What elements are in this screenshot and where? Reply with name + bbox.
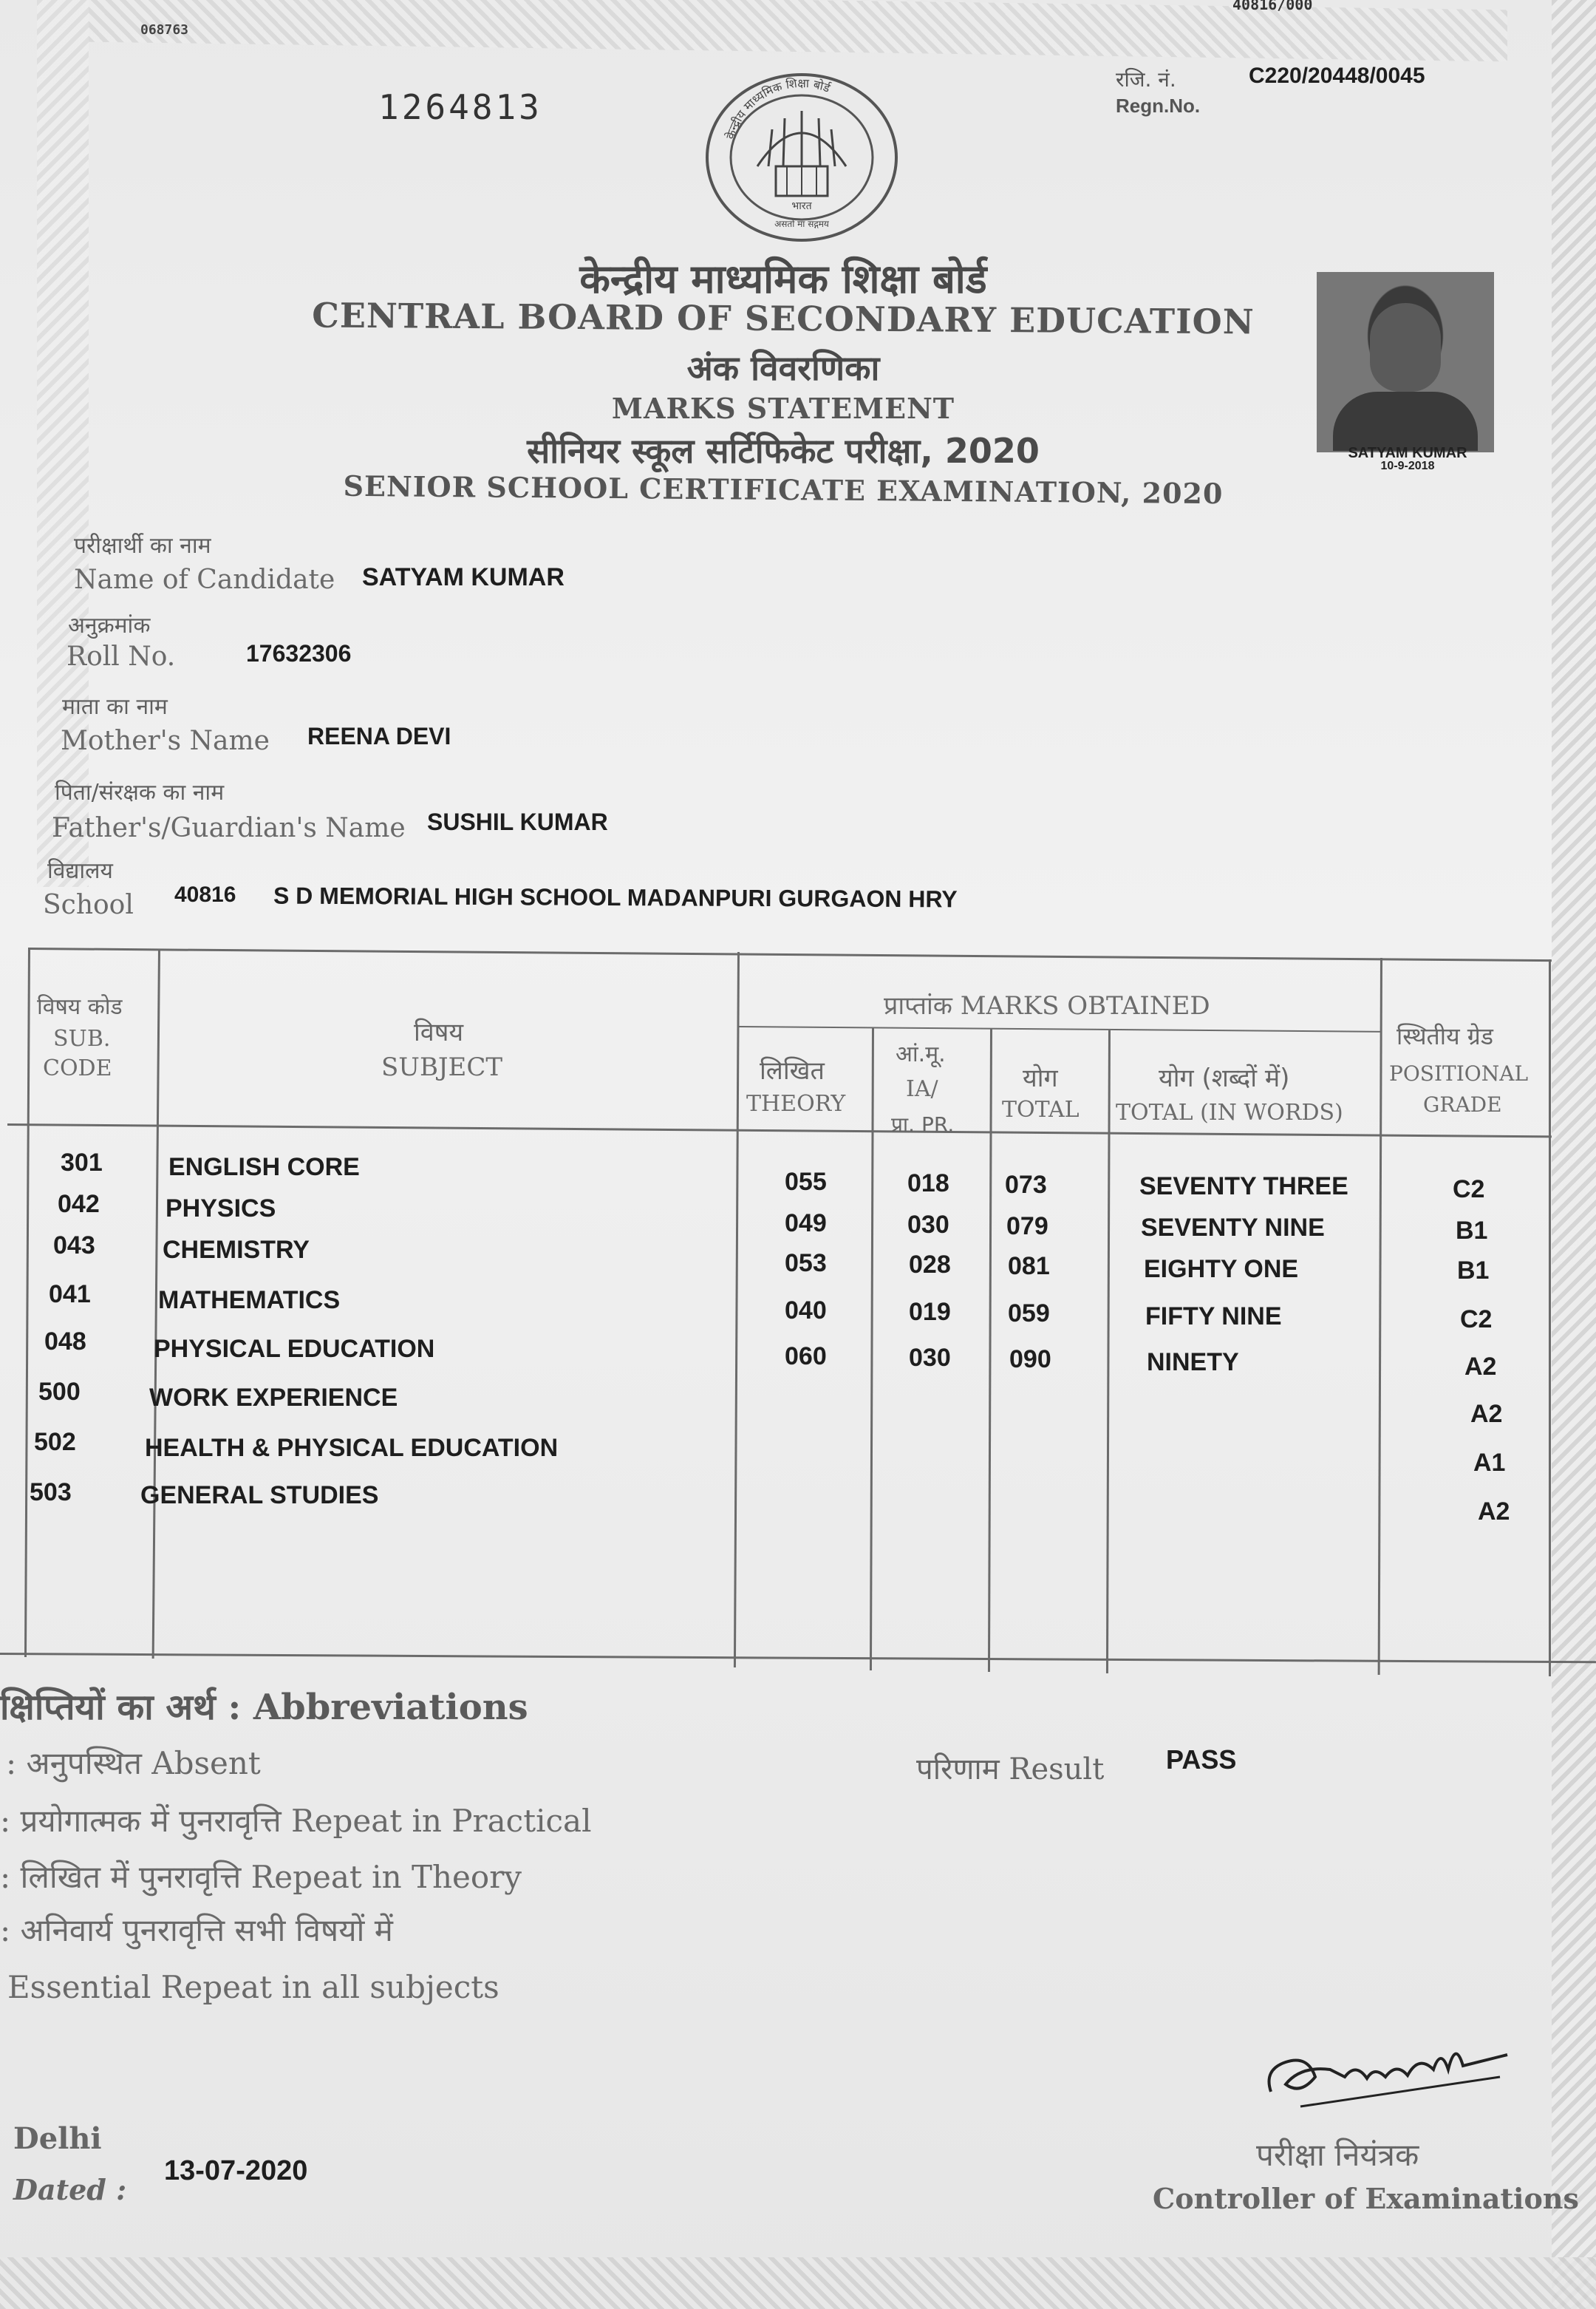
header-ia-hindi: आं.मू. bbox=[896, 1041, 946, 1067]
header-code-hindi: विषय कोड bbox=[37, 994, 123, 1020]
seal-text-bottom: असतो मा सद्गमय bbox=[774, 219, 829, 229]
ia-marks: 019 bbox=[909, 1298, 951, 1326]
total-in-words: EIGHTY ONE bbox=[1144, 1255, 1299, 1283]
positional-grade: C2 bbox=[1460, 1305, 1493, 1333]
candidate-photo bbox=[1317, 272, 1494, 452]
svg-text:केन्द्रीय माध्यमिक शिक्षा बोर् bbox=[723, 76, 833, 141]
header-grade-en2: GRADE bbox=[1423, 1092, 1502, 1117]
subject-code: 301 bbox=[61, 1149, 103, 1177]
statement-title-english: MARKS STATEMENT bbox=[611, 392, 955, 425]
father-label: Father's/Guardian's Name bbox=[52, 813, 406, 843]
controller-title: Controller of Examinations bbox=[1153, 2182, 1579, 2215]
regn-label-hindi: रजि. नं. bbox=[1116, 67, 1176, 92]
total-marks: 081 bbox=[1008, 1252, 1050, 1280]
statement-title-hindi: अंक विवरणिका bbox=[686, 348, 880, 388]
dated-label: Dated : bbox=[13, 2173, 127, 2206]
subject-code: 048 bbox=[44, 1327, 86, 1356]
subject-code: 043 bbox=[53, 1231, 95, 1259]
subject-code: 500 bbox=[38, 1378, 81, 1406]
issue-date: 13-07-2020 bbox=[164, 2155, 308, 2186]
header-grade-hindi: स्थितीय ग्रेड bbox=[1396, 1022, 1493, 1050]
header-subject-hindi: विषय bbox=[414, 1018, 464, 1047]
father-name: SUSHIL KUMAR bbox=[427, 809, 608, 835]
subject-code: 041 bbox=[49, 1280, 91, 1308]
header-total-hindi: योग bbox=[1023, 1064, 1058, 1093]
abbreviation-essential-repeat: Essential Repeat in all subjects bbox=[7, 1969, 499, 2005]
controller-title-hindi: परीक्षा नियंत्रक bbox=[1256, 2137, 1419, 2173]
header-pr: प्रा. PR. bbox=[891, 1112, 955, 1137]
total-in-words: FIFTY NINE bbox=[1145, 1302, 1282, 1330]
header-ia: IA/ bbox=[906, 1076, 938, 1102]
ia-marks: 030 bbox=[907, 1211, 949, 1239]
header-code-en2: CODE bbox=[43, 1055, 112, 1081]
mother-label-hindi: माता का नाम bbox=[62, 694, 168, 720]
ia-marks: 028 bbox=[909, 1251, 951, 1279]
school-name: S D MEMORIAL HIGH SCHOOL MADANPURI GURGAON HRY bbox=[273, 882, 958, 913]
mother-label: Mother's Name bbox=[61, 726, 270, 756]
photo-caption-name: SATYAM KUMAR bbox=[1348, 445, 1467, 461]
cbse-seal-logo bbox=[702, 70, 901, 248]
positional-grade: A1 bbox=[1473, 1449, 1506, 1477]
theory-marks: 053 bbox=[785, 1249, 827, 1277]
candidate-name: SATYAM KUMAR bbox=[362, 563, 565, 591]
theory-marks: 049 bbox=[785, 1209, 827, 1237]
header-total: TOTAL bbox=[1002, 1097, 1080, 1123]
seal-text-mid: भारत bbox=[791, 200, 812, 212]
header-subject: SUBJECT bbox=[381, 1053, 503, 1082]
controller-signature bbox=[1256, 2025, 1522, 2121]
header-words-hindi: योग (शब्दों में) bbox=[1159, 1064, 1290, 1093]
serial-number-top-right: 40816/000 bbox=[1232, 0, 1313, 13]
decorative-border-bottom bbox=[0, 2257, 1596, 2309]
school-label: School bbox=[43, 890, 134, 920]
header-marks-obtained: प्राप्तांक MARKS OBTAINED bbox=[884, 991, 1210, 1021]
subject-code: 503 bbox=[30, 1478, 72, 1506]
abbreviation-repeat-practical: : प्रयोगात्मक में पुनरावृत्ति Repeat in Practical bbox=[0, 1803, 592, 1839]
board-title-english: CENTRAL BOARD OF SECONDARY EDUCATION bbox=[312, 295, 1255, 342]
school-label-hindi: विद्यालय bbox=[47, 858, 113, 884]
header-theory: THEORY bbox=[746, 1091, 846, 1117]
roll-label: Roll No. bbox=[66, 642, 176, 672]
result-label: परिणाम Result bbox=[916, 1752, 1105, 1786]
name-label-hindi: परीक्षार्थी का नाम bbox=[74, 533, 211, 559]
exam-title-english: SENIOR SCHOOL CERTIFICATE EXAMINATION, 2020 bbox=[343, 469, 1224, 511]
theory-marks: 055 bbox=[785, 1168, 827, 1196]
father-label-hindi: पिता/संरक्षक का नाम bbox=[55, 780, 225, 806]
place-label: Delhi bbox=[13, 2121, 102, 2156]
abbreviation-repeat-theory: : लिखित में पुनरावृत्ति Repeat in Theory bbox=[0, 1859, 522, 1895]
name-label: Name of Candidate bbox=[74, 565, 335, 595]
photo-caption bbox=[1324, 446, 1491, 473]
header-grade-en1: POSITIONAL bbox=[1389, 1061, 1529, 1086]
photo-caption-date: 10-9-2018 bbox=[1380, 460, 1435, 472]
school-code: 40816 bbox=[174, 883, 236, 907]
positional-grade: A2 bbox=[1464, 1353, 1497, 1381]
registration-number: C220/20448/0045 bbox=[1249, 64, 1425, 88]
serial-number-top: 068763 bbox=[140, 22, 189, 38]
positional-grade: A2 bbox=[1470, 1400, 1503, 1428]
subject-code: 502 bbox=[34, 1428, 76, 1456]
header-total-in-words: TOTAL (IN WORDS) bbox=[1116, 1100, 1343, 1126]
total-marks: 073 bbox=[1005, 1171, 1047, 1199]
total-in-words: NINETY bbox=[1147, 1348, 1239, 1376]
abbreviation-essential-repeat-hindi: : अनिवार्य पुनरावृत्ति सभी विषयों में bbox=[0, 1912, 393, 1948]
positional-grade: B1 bbox=[1457, 1256, 1490, 1285]
subject-name: HEALTH & PHYSICAL EDUCATION bbox=[145, 1434, 559, 1462]
subject-name: CHEMISTRY bbox=[163, 1236, 310, 1264]
total-marks: 090 bbox=[1009, 1345, 1051, 1373]
subject-name: WORK EXPERIENCE bbox=[149, 1384, 398, 1412]
certificate-number: 1264813 bbox=[378, 87, 542, 127]
subject-name: ENGLISH CORE bbox=[168, 1153, 360, 1181]
roll-label-hindi: अनुक्रमांक bbox=[68, 613, 151, 639]
total-in-words: SEVENTY THREE bbox=[1139, 1172, 1348, 1200]
positional-grade: A2 bbox=[1478, 1497, 1510, 1526]
positional-grade: B1 bbox=[1456, 1217, 1488, 1245]
exam-title-hindi: सीनियर स्कूल सर्टिफिकेट परीक्षा, 2020 bbox=[527, 431, 1040, 471]
subject-code: 042 bbox=[58, 1190, 100, 1218]
positional-grade: C2 bbox=[1453, 1175, 1485, 1203]
subject-name: MATHEMATICS bbox=[158, 1286, 341, 1314]
total-marks: 079 bbox=[1006, 1212, 1048, 1240]
seal-text-top: केन्द्रीय माध्यमिक शिक्षा बोर्ड bbox=[723, 75, 832, 141]
mother-name: REENA DEVI bbox=[307, 723, 451, 749]
subject-name: PHYSICAL EDUCATION bbox=[154, 1335, 435, 1363]
ia-marks: 018 bbox=[907, 1169, 949, 1197]
result-value: PASS bbox=[1166, 1744, 1237, 1775]
header-theory-hindi: लिखित bbox=[760, 1056, 825, 1086]
abbreviations-title: क्षिप्तियों का अर्थ : Abbreviations bbox=[0, 1687, 528, 1728]
roll-number: 17632306 bbox=[246, 640, 352, 667]
total-in-words: SEVENTY NINE bbox=[1141, 1214, 1325, 1242]
theory-marks: 060 bbox=[785, 1342, 827, 1370]
abbreviation-absent: : अनुपस्थित Absent bbox=[6, 1745, 261, 1781]
subject-name: PHYSICS bbox=[166, 1194, 276, 1222]
board-title-hindi: केन्द्रीय माध्यमिक शिक्षा बोर्ड bbox=[579, 256, 987, 302]
regn-label-english: Regn.No. bbox=[1116, 95, 1201, 117]
header-code-en1: SUB. bbox=[53, 1026, 111, 1052]
ia-marks: 030 bbox=[909, 1344, 951, 1372]
theory-marks: 040 bbox=[785, 1296, 827, 1324]
subject-name: GENERAL STUDIES bbox=[140, 1481, 379, 1509]
total-marks: 059 bbox=[1008, 1299, 1050, 1327]
